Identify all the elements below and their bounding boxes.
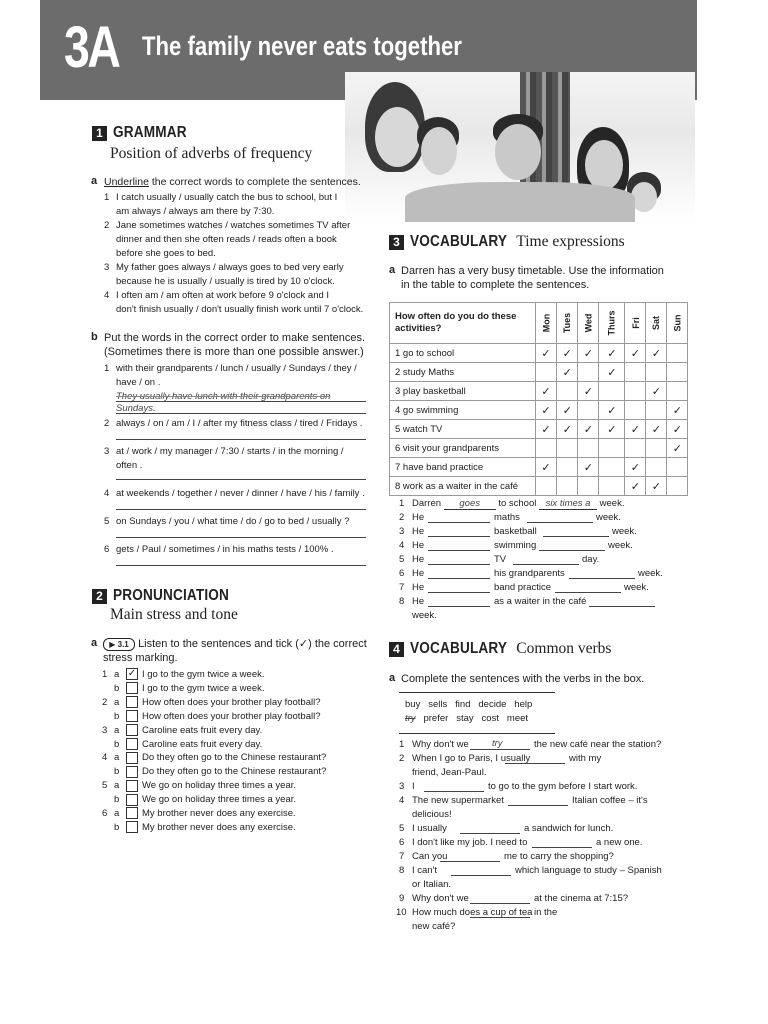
tick-cell: ✓ — [625, 477, 646, 496]
pronunciation-item — [102, 710, 321, 724]
day-header — [578, 303, 599, 344]
sentence-text: When I go to Paris, I usually — [412, 753, 531, 764]
word-box-row-1: buy sells find decide help — [405, 699, 533, 710]
exercise-label: a — [91, 175, 98, 187]
timetable-row — [390, 382, 688, 401]
item-number: 1 — [104, 192, 110, 203]
activity-cell: 2 study Maths — [390, 363, 536, 382]
day-label: Tues — [562, 312, 573, 334]
sentence-text: I don't like my job. I need to — [412, 837, 528, 848]
grammar-b-prompt: on Sundays / you / what time / do / go to bed / usually ? — [116, 516, 350, 527]
tick-cell: ✓ — [578, 458, 599, 477]
day-label: Mon — [541, 313, 551, 333]
sentence-activity: maths — [494, 512, 520, 523]
tick-cell: ✓ — [536, 382, 557, 401]
grammar-b-prompt: have / on . — [116, 377, 161, 388]
grammar-a-item — [104, 275, 335, 289]
tick-cell — [557, 382, 578, 401]
pronunciation-item — [102, 779, 296, 793]
tick-cell — [536, 363, 557, 382]
timetable — [389, 302, 688, 496]
sentence-end: day. — [582, 554, 600, 565]
option-letter: a — [114, 724, 120, 736]
tick-cell — [578, 401, 599, 420]
tick-cell — [625, 363, 646, 382]
sentence-activity: TV — [494, 554, 507, 565]
tick-checkbox[interactable] — [126, 807, 138, 819]
activity-cell: 6 visit your grandparents — [390, 439, 536, 458]
answer-line[interactable] — [527, 522, 593, 523]
pronunciation-item — [102, 738, 262, 752]
tick-cell: ✓ — [557, 420, 578, 439]
timetable-row — [390, 477, 688, 496]
answer-line[interactable] — [428, 606, 490, 607]
day-header — [646, 303, 667, 344]
pronunciation-sentence: I go to the gym twice a week. — [142, 669, 265, 680]
exercise-label: a — [389, 264, 396, 276]
tick-cell: ✓ — [646, 382, 667, 401]
exercise-label: a — [91, 637, 98, 649]
answer-line[interactable] — [589, 606, 655, 607]
pronunciation-sentence: I go to the gym twice a week. — [142, 682, 265, 694]
item-number: 5 — [102, 780, 108, 792]
tick-cell: ✓ — [625, 344, 646, 363]
item-text: because he is usually / usually is tired by 10 o'clock. — [116, 276, 335, 287]
tick-cell: ✓ — [599, 401, 625, 420]
unit-number: 3A — [64, 15, 119, 80]
timetable-row — [390, 401, 688, 420]
tick-cell: ✓ — [646, 477, 667, 496]
sentence-text: new café? — [412, 921, 456, 932]
grammar-heading: 1 GRAMMAR — [92, 124, 200, 142]
tick-cell — [599, 477, 625, 496]
sentence-end: in the — [534, 907, 558, 918]
timetable-row — [390, 344, 688, 363]
tick-cell — [557, 458, 578, 477]
tick-checkbox[interactable] — [126, 794, 138, 806]
pronunciation-instruction-1: ▶ 3.1 Listen to the sentences and tick (✓) the correct — [103, 637, 367, 651]
timetable-row — [390, 363, 688, 382]
item-number: 6 — [399, 837, 405, 848]
tick-cell: ✓ — [625, 458, 646, 477]
item-number: 5 — [104, 516, 110, 527]
answer-line[interactable] — [428, 564, 490, 565]
word-box-row-2: try prefer stay cost meet — [405, 713, 529, 724]
item-number: 2 — [399, 753, 405, 764]
tick-checkbox[interactable]: ✓ — [127, 668, 137, 680]
item-number: 2 — [104, 418, 110, 429]
sentence-text: I — [412, 781, 415, 792]
example-answer: They usually have lunch with their grandparents on — [116, 391, 331, 402]
answer-line[interactable] — [555, 592, 621, 593]
sentence-subject: He — [412, 554, 425, 565]
answer-line[interactable] — [451, 875, 511, 876]
option-letter: a — [114, 808, 120, 819]
option-letter: b — [114, 766, 120, 778]
answer-line[interactable] — [505, 763, 565, 764]
answer-line[interactable] — [116, 509, 366, 510]
pronunciation-sentence: We go on holiday three times a year. — [142, 780, 297, 792]
vocab-time-instruction-1: Darren has a very busy timetable. Use the information — [401, 265, 664, 277]
item-text: Jane sometimes watches / watches sometimes TV after — [116, 220, 351, 231]
tick-checkbox[interactable] — [126, 780, 138, 792]
sentence-text: friend, Jean-Paul. — [412, 767, 487, 778]
activity-cell: 8 work as a waiter in the café — [390, 477, 536, 496]
sentence-end: me to carry the shopping? — [504, 851, 614, 862]
pronunciation-sentence: Caroline eats fruit every day. — [142, 724, 263, 736]
tick-cell — [599, 439, 625, 458]
sentence-subject: He — [412, 526, 425, 537]
tick-cell — [578, 363, 599, 382]
item-text: before she goes to bed. — [116, 248, 216, 259]
grammar-a-item — [104, 219, 350, 233]
answer-line[interactable] — [543, 536, 609, 537]
tick-cell: ✓ — [557, 344, 578, 363]
answer-line[interactable] — [428, 536, 490, 537]
sentence-end: week. — [624, 582, 649, 593]
family-photo — [345, 72, 695, 222]
item-number: 7 — [399, 851, 405, 862]
item-number: 7 — [399, 582, 405, 593]
day-label: Wed — [583, 313, 594, 333]
tick-cell — [578, 439, 599, 458]
answer-line[interactable] — [116, 479, 366, 480]
sentence-activity: swimming — [494, 540, 537, 551]
sentence-end: week. — [608, 540, 633, 551]
item-number: 1 — [104, 363, 110, 374]
tick-cell — [557, 477, 578, 496]
pronunciation-subtitle: Main stress and tone — [110, 606, 238, 623]
tick-cell — [578, 477, 599, 496]
item-text: I catch usually / usually catch the bus to school, but I — [116, 192, 338, 203]
unit-title: The family never eats together — [142, 31, 462, 61]
item-number: 3 — [399, 781, 405, 792]
pronunciation-sentence: How often does your brother play football? — [142, 696, 321, 708]
tick-cell: ✓ — [578, 382, 599, 401]
answer-line — [116, 413, 366, 414]
sentence-text: or Italian. — [412, 879, 452, 890]
timetable-header: How often do you do these activities? — [390, 303, 536, 344]
grammar-subtitle: Position of adverbs of frequency — [110, 145, 313, 162]
sentence-text: Why don't we — [412, 893, 469, 904]
item-number: 8 — [399, 865, 405, 876]
tick-cell: ✓ — [536, 344, 557, 363]
option-letter: b — [114, 821, 120, 833]
option-letter: b — [114, 794, 120, 806]
answer-line[interactable] — [470, 917, 530, 918]
answer-line[interactable] — [116, 565, 366, 566]
tick-checkbox[interactable] — [126, 821, 138, 833]
pronunciation-sentence: Do they often go to the Chinese restaurant? — [142, 752, 327, 764]
answer-line[interactable] — [116, 537, 366, 538]
tick-checkbox[interactable] — [126, 696, 138, 708]
activity-cell: 1 go to school — [390, 344, 536, 363]
tick-cell: ✓ — [599, 344, 625, 363]
pronunciation-item — [102, 751, 326, 765]
tick-cell — [536, 439, 557, 458]
sentence-activity: as a waiter in the café — [494, 596, 587, 607]
item-number: 1 — [399, 498, 405, 509]
vocab-time-heading: 3 VOCABULARY Time expressions — [389, 233, 625, 251]
day-header — [625, 303, 646, 344]
tick-cell — [646, 458, 667, 477]
tick-cell — [667, 344, 688, 363]
day-label: Sat — [651, 315, 662, 331]
item-number: 10 — [396, 907, 407, 918]
item-number: 4 — [104, 290, 110, 301]
grammar-b-prompt: with their grandparents / lunch / usually / Sundays / they / — [116, 363, 357, 374]
pronunciation-item — [102, 668, 265, 682]
answer-line[interactable] — [460, 833, 520, 834]
item-number: 2 — [102, 696, 108, 708]
tick-cell — [536, 477, 557, 496]
tick-cell — [625, 439, 646, 458]
item-number: 1 — [102, 669, 108, 680]
tick-cell: ✓ — [667, 439, 688, 458]
activity-cell: 7 have band practice — [390, 458, 536, 477]
day-label: Sun — [672, 314, 683, 332]
tick-cell: ✓ — [557, 363, 578, 382]
item-text: am always / always am there by 7:30. — [116, 206, 275, 217]
sentence-activity: his grandparents — [494, 568, 565, 579]
item-number: 4 — [399, 540, 405, 551]
answer-line[interactable] — [116, 439, 366, 440]
item-text: I often am / am often at work before 9 o'clock and I — [116, 290, 330, 301]
tick-cell — [667, 458, 688, 477]
option-letter: a — [114, 669, 120, 680]
item-text: dinner and then she often reads / reads often a book — [116, 234, 337, 245]
tick-cell: ✓ — [536, 401, 557, 420]
tick-cell — [625, 382, 646, 401]
vocab-verbs-instruction: Complete the sentences with the verbs in the box. — [401, 673, 645, 685]
sentence-end: week. — [638, 568, 663, 579]
day-label: Fri — [630, 317, 641, 329]
tick-cell — [646, 363, 667, 382]
sentence-end: a sandwich for lunch. — [524, 823, 614, 834]
sentence-subject: He — [412, 596, 425, 607]
tick-checkbox[interactable] — [126, 724, 138, 736]
item-number: 3 — [102, 724, 108, 736]
sentence-end: a new one. — [596, 837, 643, 848]
option-letter: a — [114, 780, 120, 792]
sentence-end: with my — [569, 753, 602, 764]
timetable-row — [390, 458, 688, 477]
option-letter: b — [114, 710, 120, 722]
tick-cell — [646, 439, 667, 458]
grammar-a-item — [104, 303, 363, 317]
grammar-b-instruction-1: Put the words in the correct order to make sentences. — [104, 332, 366, 344]
grammar-b-prompt: at weekends / together / never / dinner / have / his / family . — [116, 488, 365, 499]
tick-cell — [599, 382, 625, 401]
exercise-label: a — [389, 672, 396, 684]
item-number: 5 — [399, 823, 405, 834]
item-number: 5 — [399, 554, 405, 565]
item-number: 6 — [102, 808, 108, 819]
sentence-end: week. — [612, 526, 637, 537]
tick-cell — [667, 363, 688, 382]
grammar-b-prompt: at / work / my manager / 7:30 / starts / in the morning / — [116, 446, 344, 457]
tick-cell: ✓ — [557, 401, 578, 420]
tick-cell: ✓ — [578, 344, 599, 363]
timetable-row — [390, 420, 688, 439]
pronunciation-item — [102, 793, 296, 807]
sentence-end: the new café near the station? — [534, 739, 662, 750]
tick-cell — [667, 382, 688, 401]
tick-cell — [599, 458, 625, 477]
grammar-a-item — [104, 233, 337, 247]
pronunciation-heading: 2 PRONUNCIATION — [92, 587, 250, 605]
day-header — [667, 303, 688, 344]
item-number: 3 — [104, 262, 110, 273]
answer-line[interactable] — [508, 805, 568, 806]
item-text: My father goes always / always goes to bed very early — [116, 262, 344, 273]
activity-cell: 5 watch TV — [390, 420, 536, 439]
tick-cell: ✓ — [667, 401, 688, 420]
tick-checkbox[interactable] — [126, 766, 138, 778]
answer-line[interactable] — [428, 522, 490, 523]
sentence-end: Italian coffee – it's — [572, 795, 648, 806]
grammar-a-item — [104, 247, 216, 261]
sentence-text: How much does a cup of tea — [412, 907, 533, 918]
vocab-time-s8-end: week. — [412, 610, 437, 621]
answer-line[interactable] — [428, 592, 490, 593]
answer-line[interactable] — [440, 861, 500, 862]
timetable-row — [390, 439, 688, 458]
sentence-text: I can't — [412, 865, 438, 876]
grammar-a-item — [104, 289, 329, 303]
item-number: 4 — [102, 752, 108, 764]
tick-cell — [625, 401, 646, 420]
tick-cell: ✓ — [536, 458, 557, 477]
item-text: don't finish usually / don't usually finish work until 7 o'clock. — [116, 304, 364, 315]
answer-line[interactable] — [569, 578, 635, 579]
audio-track-icon[interactable]: ▶ 3.1 — [103, 638, 135, 651]
tick-cell — [667, 477, 688, 496]
answer-line[interactable] — [428, 550, 490, 551]
answer-line[interactable] — [513, 564, 579, 565]
item-number: 8 — [399, 596, 405, 607]
grammar-b-prompt: often . — [116, 460, 143, 471]
grammar-b-prompt: gets / Paul / sometimes / in his maths tests / 100% . — [116, 544, 334, 555]
item-number: 3 — [399, 526, 405, 537]
pronunciation-sentence: My brother never does any exercise. — [142, 821, 296, 833]
grammar-b-instruction-2: (Sometimes there is more than one possible answer.) — [104, 346, 364, 358]
grammar-a-item — [104, 191, 337, 205]
vocab-time-example: Darren goes to school six times a week. — [412, 498, 625, 509]
tick-cell: ✓ — [646, 420, 667, 439]
pronunciation-instruction-2: stress marking. — [103, 652, 178, 664]
example-answer: try — [492, 738, 503, 749]
vocab-time-instruction-2: in the table to complete the sentences. — [401, 279, 590, 291]
item-number: 4 — [399, 795, 405, 806]
pronunciation-sentence: Caroline eats fruit every day. — [142, 738, 263, 750]
sentence-text: I usually — [412, 823, 447, 834]
sentence-end: at the cinema at 7:15? — [534, 893, 629, 904]
item-number: 2 — [399, 512, 405, 523]
tick-cell — [557, 439, 578, 458]
day-header — [536, 303, 557, 344]
option-letter: a — [114, 752, 120, 764]
sentence-subject: He — [412, 582, 425, 593]
tick-checkbox[interactable] — [126, 738, 138, 750]
tick-checkbox[interactable] — [126, 710, 138, 722]
sentence-subject: He — [412, 540, 425, 551]
item-number: 2 — [104, 220, 110, 231]
pronunciation-sentence: Do they often go to the Chinese restaurant? — [142, 766, 327, 778]
tick-cell: ✓ — [599, 363, 625, 382]
option-letter: a — [114, 696, 120, 708]
pronunciation-item — [102, 765, 326, 779]
sentence-text: The new supermarket — [412, 795, 504, 806]
answer-line[interactable] — [424, 791, 484, 792]
item-number: 9 — [399, 893, 405, 904]
activity-cell: 3 play basketball — [390, 382, 536, 401]
answer-line[interactable] — [428, 578, 490, 579]
grammar-b-prompt: always / on / am / I / after my fitness class / tired / Fridays . — [116, 418, 363, 429]
item-number: 3 — [104, 446, 110, 457]
pronunciation-sentence: How often does your brother play football? — [142, 710, 321, 722]
grammar-a-item — [104, 205, 274, 219]
tick-cell: ✓ — [599, 420, 625, 439]
tick-cell: ✓ — [646, 344, 667, 363]
pronunciation-item — [102, 821, 296, 835]
sentence-text: delicious! — [412, 809, 452, 820]
tick-checkbox[interactable] — [126, 682, 138, 694]
day-label: Thurs — [606, 310, 617, 336]
day-header — [557, 303, 578, 344]
answer-line[interactable] — [539, 550, 605, 551]
sentence-end: to go to the gym before I start work. — [488, 781, 638, 792]
sentence-activity: band practice — [494, 582, 552, 593]
pronunciation-item — [102, 724, 262, 738]
option-letter: b — [114, 682, 120, 694]
tick-cell: ✓ — [578, 420, 599, 439]
answer-line[interactable] — [470, 903, 530, 904]
sentence-end: week. — [596, 512, 621, 523]
item-number: 4 — [104, 488, 110, 499]
grammar-a-instruction: Underline the correct words to complete the sentences. — [104, 176, 361, 188]
tick-cell — [646, 401, 667, 420]
pronunciation-sentence: We go on holiday three times a year. — [142, 794, 297, 806]
item-number: 6 — [399, 568, 405, 579]
pronunciation-item — [102, 696, 321, 710]
activity-cell: 4 go swimming — [390, 401, 536, 420]
tick-cell: ✓ — [625, 420, 646, 439]
tick-cell: ✓ — [667, 420, 688, 439]
answer-line[interactable] — [532, 847, 592, 848]
sentence-end: which language to study – Spanish — [515, 865, 662, 876]
option-letter: b — [114, 738, 120, 750]
pronunciation-item — [102, 682, 265, 696]
exercise-label: b — [91, 331, 98, 343]
vocab-verbs-heading: 4 VOCABULARY Common verbs — [389, 640, 611, 658]
sentence-text: Why don't we — [412, 739, 469, 750]
item-number: 1 — [399, 739, 405, 750]
example-answer: Sundays. — [116, 403, 156, 414]
tick-checkbox[interactable] — [126, 752, 138, 764]
sentence-activity: basketball — [494, 526, 537, 537]
day-header — [599, 303, 625, 344]
sentence-subject: He — [412, 568, 425, 579]
item-number: 6 — [104, 544, 110, 555]
sentence-text: Can you — [412, 851, 448, 862]
grammar-a-item — [104, 261, 344, 275]
pronunciation-sentence: My brother never does any exercise. — [142, 808, 296, 819]
sentence-subject: He — [412, 512, 425, 523]
pronunciation-item — [102, 807, 296, 821]
tick-cell: ✓ — [536, 420, 557, 439]
